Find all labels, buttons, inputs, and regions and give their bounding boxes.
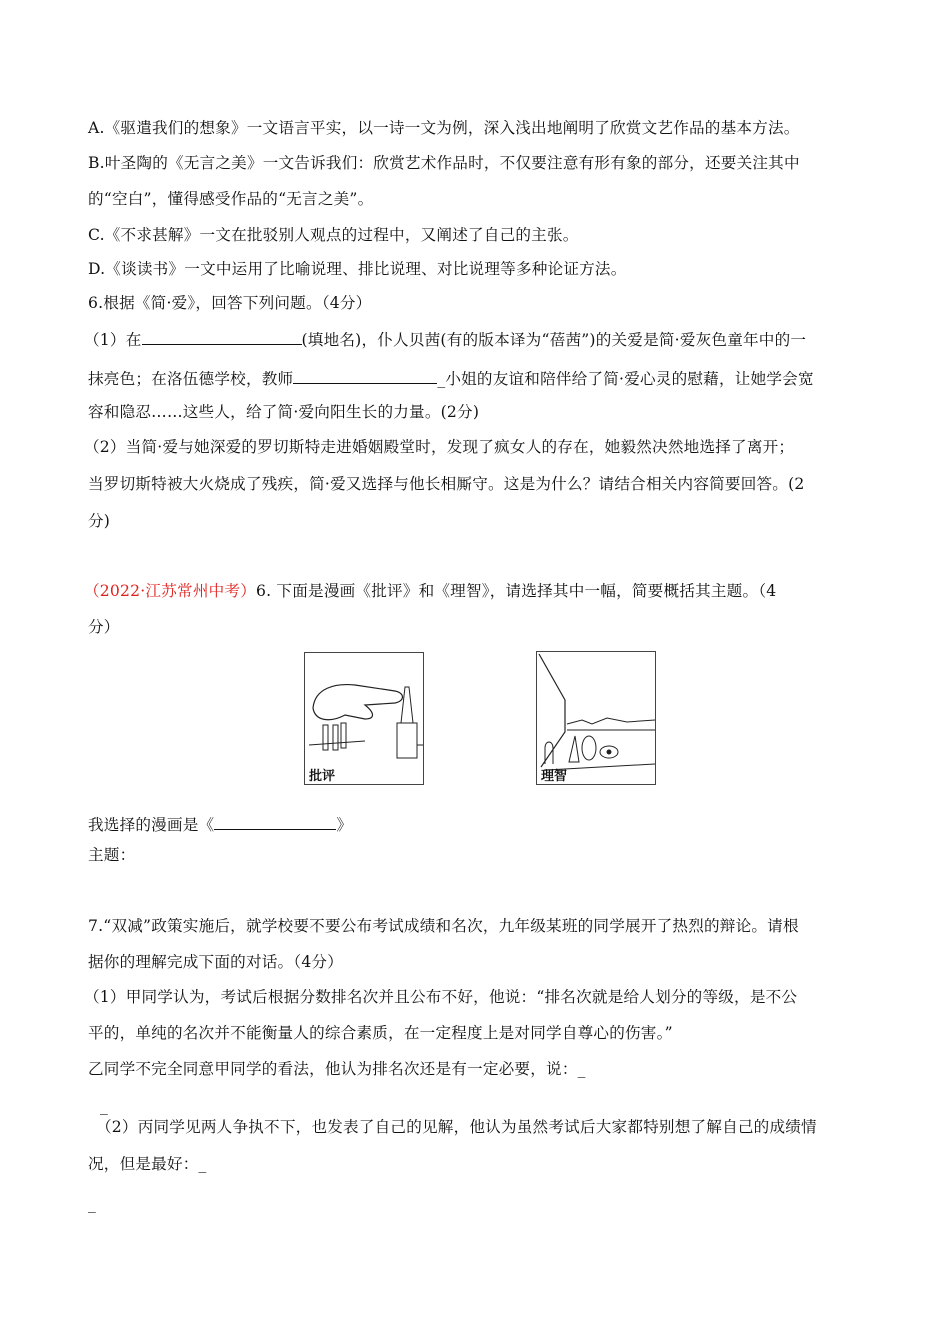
q7-part2-line1: （2）丙同学见两人争执不下，也发表了自己的见解，他认为虽然考试后大家都特别想了解自己的成绩情 — [96, 1118, 817, 1136]
q6-text: (填地名)，仆人贝茜(有的版本译为“蓓茜”)的关爱是简·爱灰色童年中的一 — [301, 331, 807, 349]
choice-close: 》 — [336, 816, 353, 834]
cartoon-label: 批评 — [309, 769, 336, 784]
q6-part1-line1 — [84, 328, 806, 350]
option-a: A.《驱遣我们的想象》一文语言平实，以一诗一文为例，深入浅出地阐明了欣赏文艺作品的基本方法。 — [88, 119, 800, 137]
option-d: D.《谈读书》一文中运用了比喻说理、排比说理、对比说理等多种论证方法。 — [88, 260, 627, 278]
q6-title: 6.根据《简·爱》，回答下列问题。（4分） — [88, 294, 372, 312]
q6-text: 抹亮色；在洛伍德学校，教师 — [88, 370, 294, 388]
cartoon-label: 理智 — [541, 769, 568, 784]
cartoon-criticism — [304, 652, 424, 785]
theme-label[interactable]: 主题： — [88, 846, 136, 864]
q6-text: _小姐的友谊和陪伴给了简·爱心灵的慰藉，让她学会宽 — [437, 370, 814, 388]
q7-line2: 据你的理解完成下面的对话。（4分） — [88, 953, 344, 971]
q7-part2-answer-prompt[interactable]: 况，但是最好：_ — [88, 1155, 207, 1173]
cartoon-reason — [536, 651, 656, 785]
answer-blank[interactable]: _ — [88, 1195, 96, 1213]
q6-part2-line2: 当罗切斯特被大火烧成了残疾，简·爱又选择与他长相厮守。这是为什么？请结合相关内容简要回答。(2 — [88, 475, 805, 493]
q7-part1-answer-prompt[interactable]: 乙同学不完全同意甲同学的看法，他认为排名次还是有一定必要，说：_ — [88, 1060, 586, 1078]
q6b-text: 6. 下面是漫画《批评》和《理智》，请选择其中一幅，简要概括其主题。（4 — [256, 582, 777, 600]
q6b-prompt — [84, 581, 776, 601]
teacher-blank[interactable] — [293, 367, 437, 384]
q6-part2-line1: （2）当简·爱与她深爱的罗切斯特走进婚姻殿堂时，发现了疯女人的存在，她毅然决然地选择了离开； — [84, 438, 795, 456]
q6b-prompt-line2: 分） — [88, 618, 120, 636]
q6-part1-line3: 容和隐忍……这些人，给了简·爱向阳生长的力量。(2分) — [88, 403, 480, 421]
place-blank[interactable] — [142, 328, 302, 345]
option-b-line1: B.叶圣陶的《无言之美》一文告诉我们：欣赏艺术作品时，不仅要注意有形有象的部分，还要关注其中 — [88, 154, 800, 172]
choice-line — [88, 813, 352, 835]
cartoon-choice-blank[interactable] — [214, 813, 336, 830]
q7-line1: 7.“双减”政策实施后，就学校要不要公布考试成绩和名次，九年级某班的同学展开了热烈的辩论。请根 — [88, 917, 799, 935]
q6-part2-line3: 分) — [88, 512, 111, 530]
choice-label: 我选择的漫画是《 — [88, 816, 215, 834]
source-tag: （2022·江苏常州中考） — [84, 582, 256, 600]
option-c: C.《不求甚解》一文在批驳别人观点的过程中，又阐述了自己的主张。 — [88, 226, 579, 244]
q7-part1-line1: （1）甲同学认为，考试后根据分数排名次并且公布不好，他说：“排名次就是给人划分的等级，是不公 — [84, 988, 798, 1006]
q6-part1-line2 — [88, 367, 814, 389]
option-b-line2: 的“空白”，懂得感受作品的“无言之美”。 — [88, 190, 374, 208]
q6-text: （1）在 — [84, 331, 142, 349]
q7-part1-line2: 平的，单纯的名次并不能衡量人的综合素质，在一定程度上是对同学自尊心的伤害。” — [88, 1024, 673, 1042]
answer-blank[interactable]: _ — [100, 1097, 108, 1115]
